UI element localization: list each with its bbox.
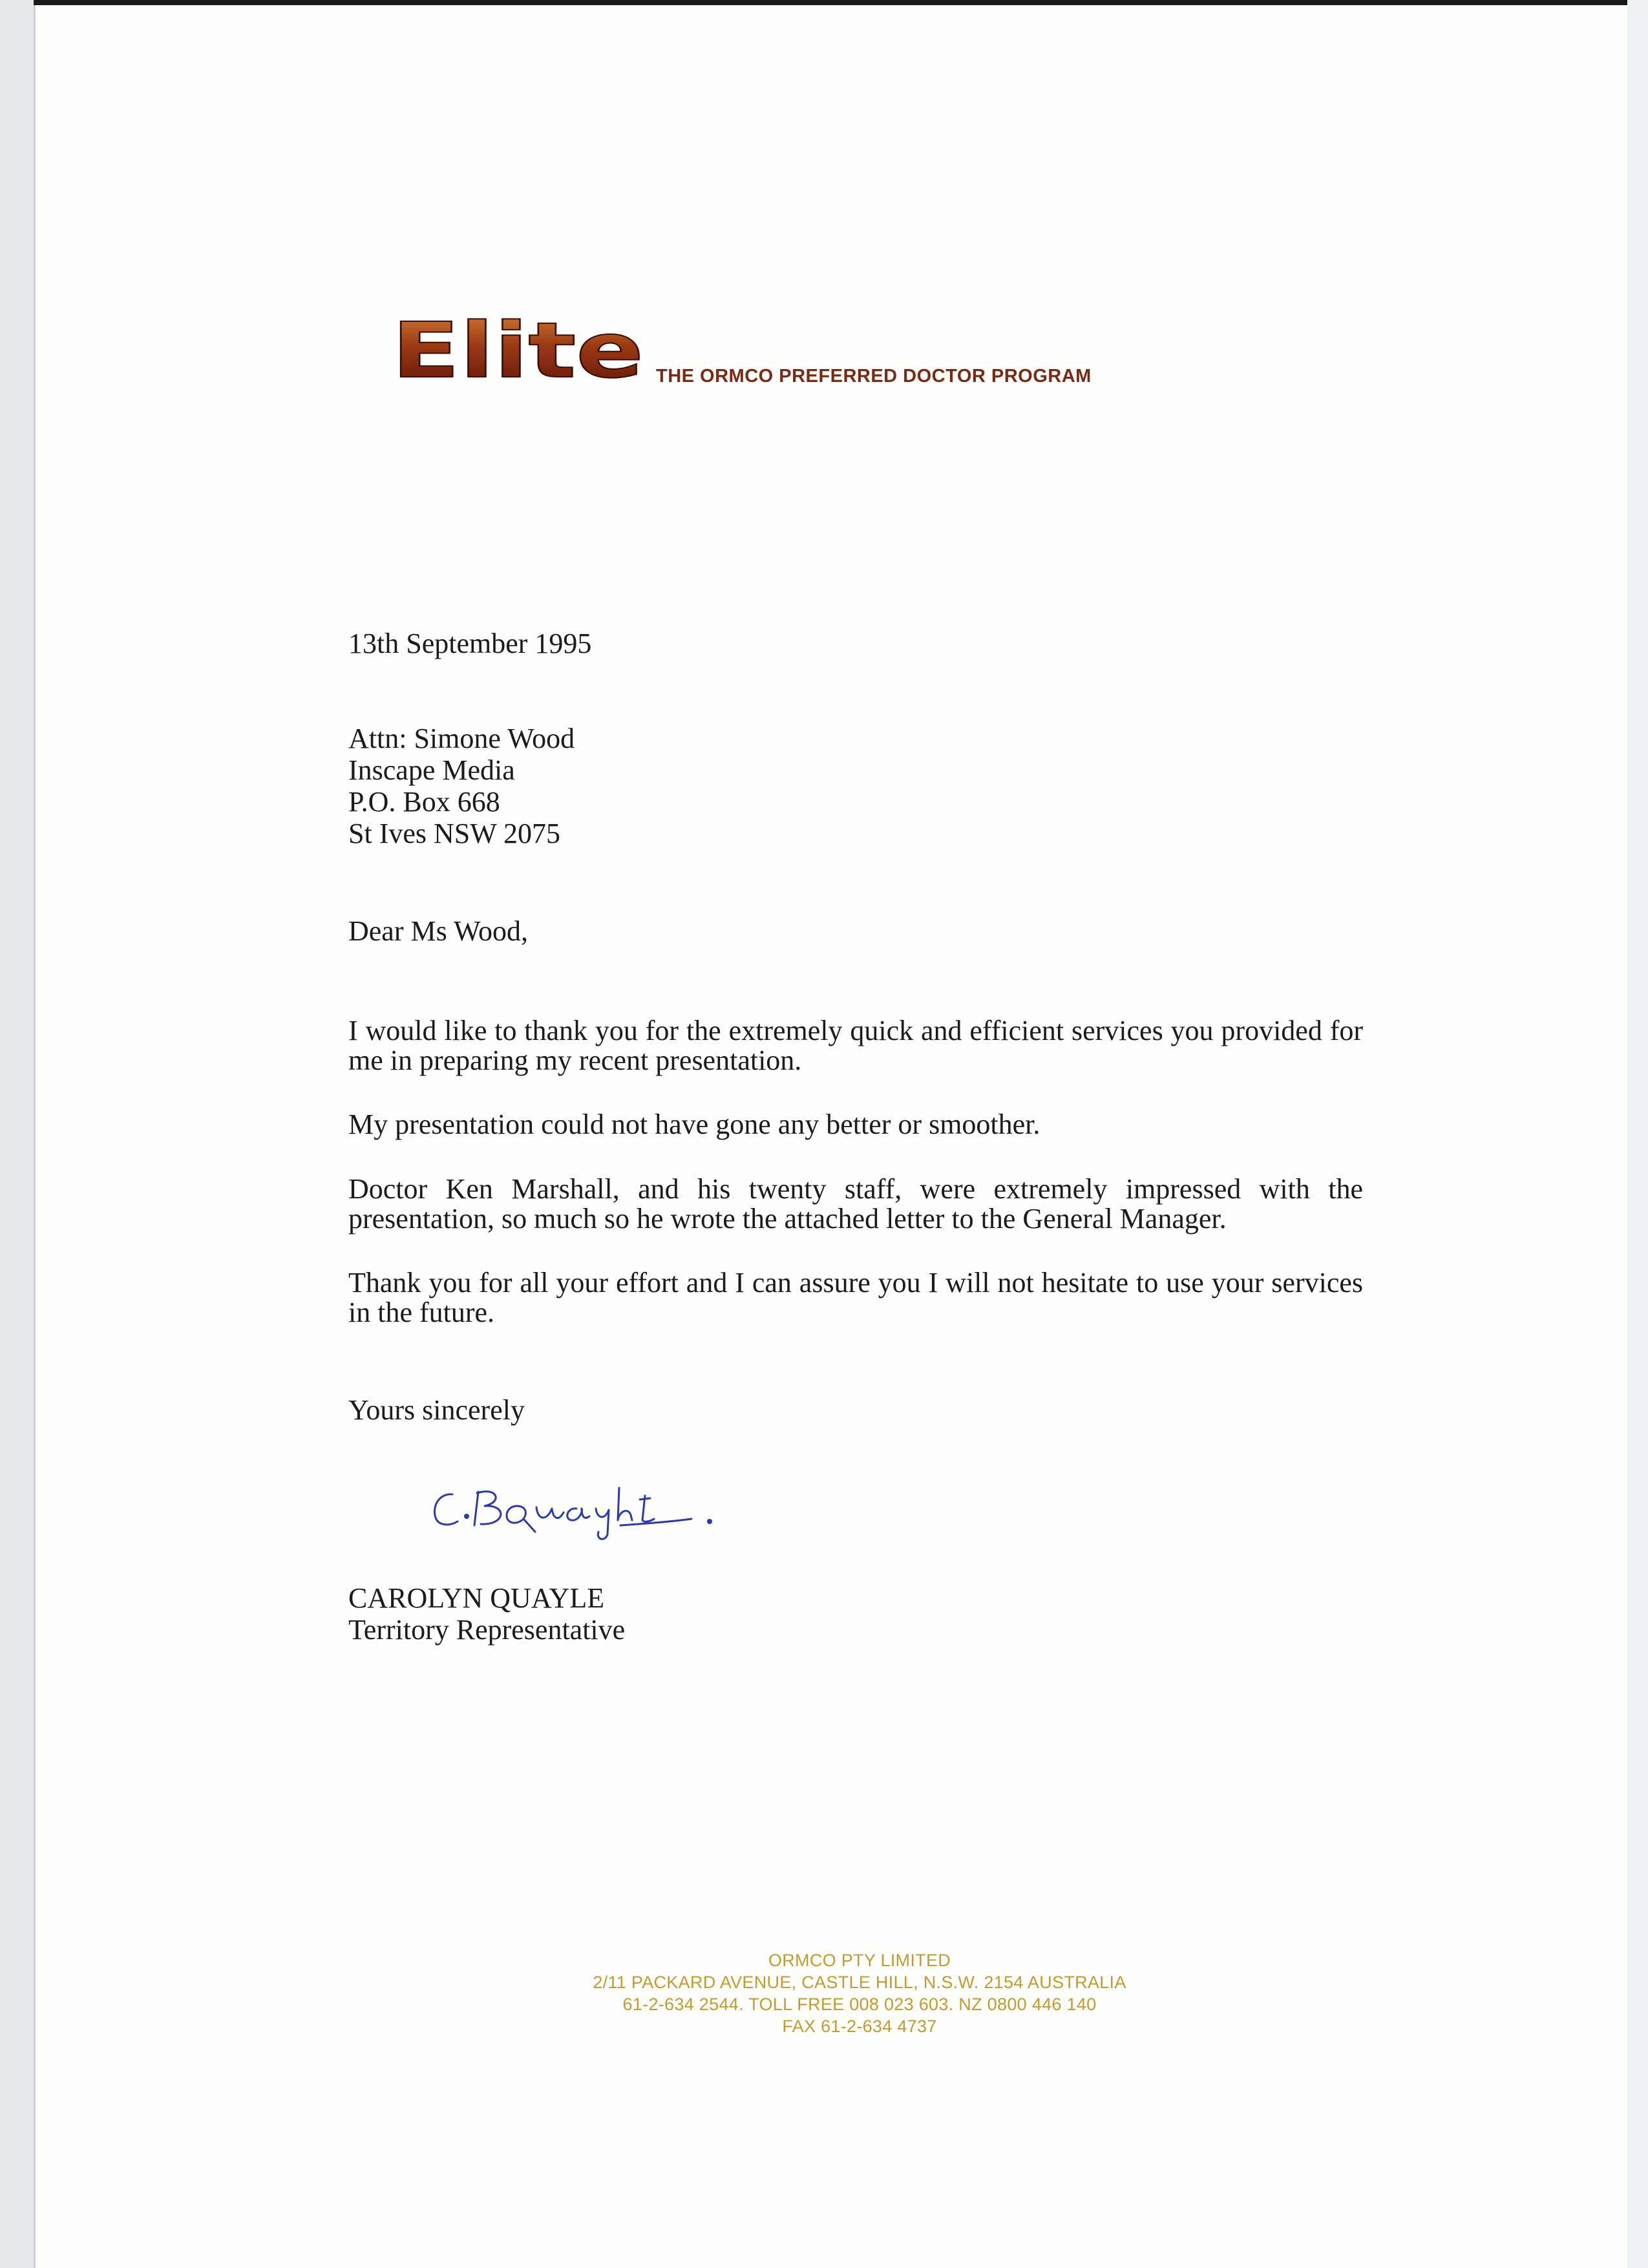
footer-phones: 61-2-634 2544. TOLL FREE 008 023 603. NZ 0800 446 140 bbox=[622, 1995, 1097, 2014]
signer-block bbox=[348, 1582, 625, 1646]
body-paragraph-2: My presentation could not have gone any better or smoother. bbox=[348, 1108, 1041, 1140]
footer-company: ORMCO PTY LIMITED bbox=[768, 1951, 951, 1970]
scan-right-margin bbox=[1627, 0, 1648, 2268]
recipient-po-box: P.O. Box 668 bbox=[348, 786, 500, 818]
letterhead-tagline: THE ORMCO PREFERRED DOCTOR PROGRAM bbox=[656, 366, 1092, 387]
recipient-company: Inscape Media bbox=[348, 754, 515, 786]
footer-address: 2/11 PACKARD AVENUE, CASTLE HILL, N.S.W. 2154 AUSTRALIA bbox=[593, 1973, 1126, 1992]
salutation: Dear Ms Wood, bbox=[348, 915, 528, 947]
signer-name: CAROLYN QUAYLE bbox=[348, 1582, 605, 1614]
handwritten-signature bbox=[427, 1480, 750, 1545]
footer-fax: FAX 61-2-634 4737 bbox=[782, 2017, 937, 2036]
body-paragraph-1: I would like to thank you for the extremely quick and efficient services you provided for me in preparing my recent presentation. bbox=[348, 1015, 1363, 1076]
letter-date: 13th September 1995 bbox=[348, 628, 592, 659]
signer-title: Territory Representative bbox=[348, 1614, 626, 1646]
recipient-address bbox=[348, 723, 575, 849]
logo-text: Elite bbox=[392, 317, 644, 385]
letterhead-footer bbox=[530, 1949, 1189, 2037]
elite-logo bbox=[392, 317, 645, 385]
body-paragraph-4: Thank you for all your effort and I can assure you I will not hesitate to use your services in the future. bbox=[348, 1267, 1363, 1328]
body-paragraph-3: Doctor Ken Marshall, and his twenty staff, were extremely impressed with the presentation, so much so he wrote the attached letter to the General Manager. bbox=[348, 1173, 1363, 1235]
recipient-city: St Ives NSW 2075 bbox=[348, 818, 560, 849]
recipient-attn: Attn: Simone Wood bbox=[348, 723, 575, 754]
closing: Yours sincerely bbox=[348, 1394, 525, 1426]
